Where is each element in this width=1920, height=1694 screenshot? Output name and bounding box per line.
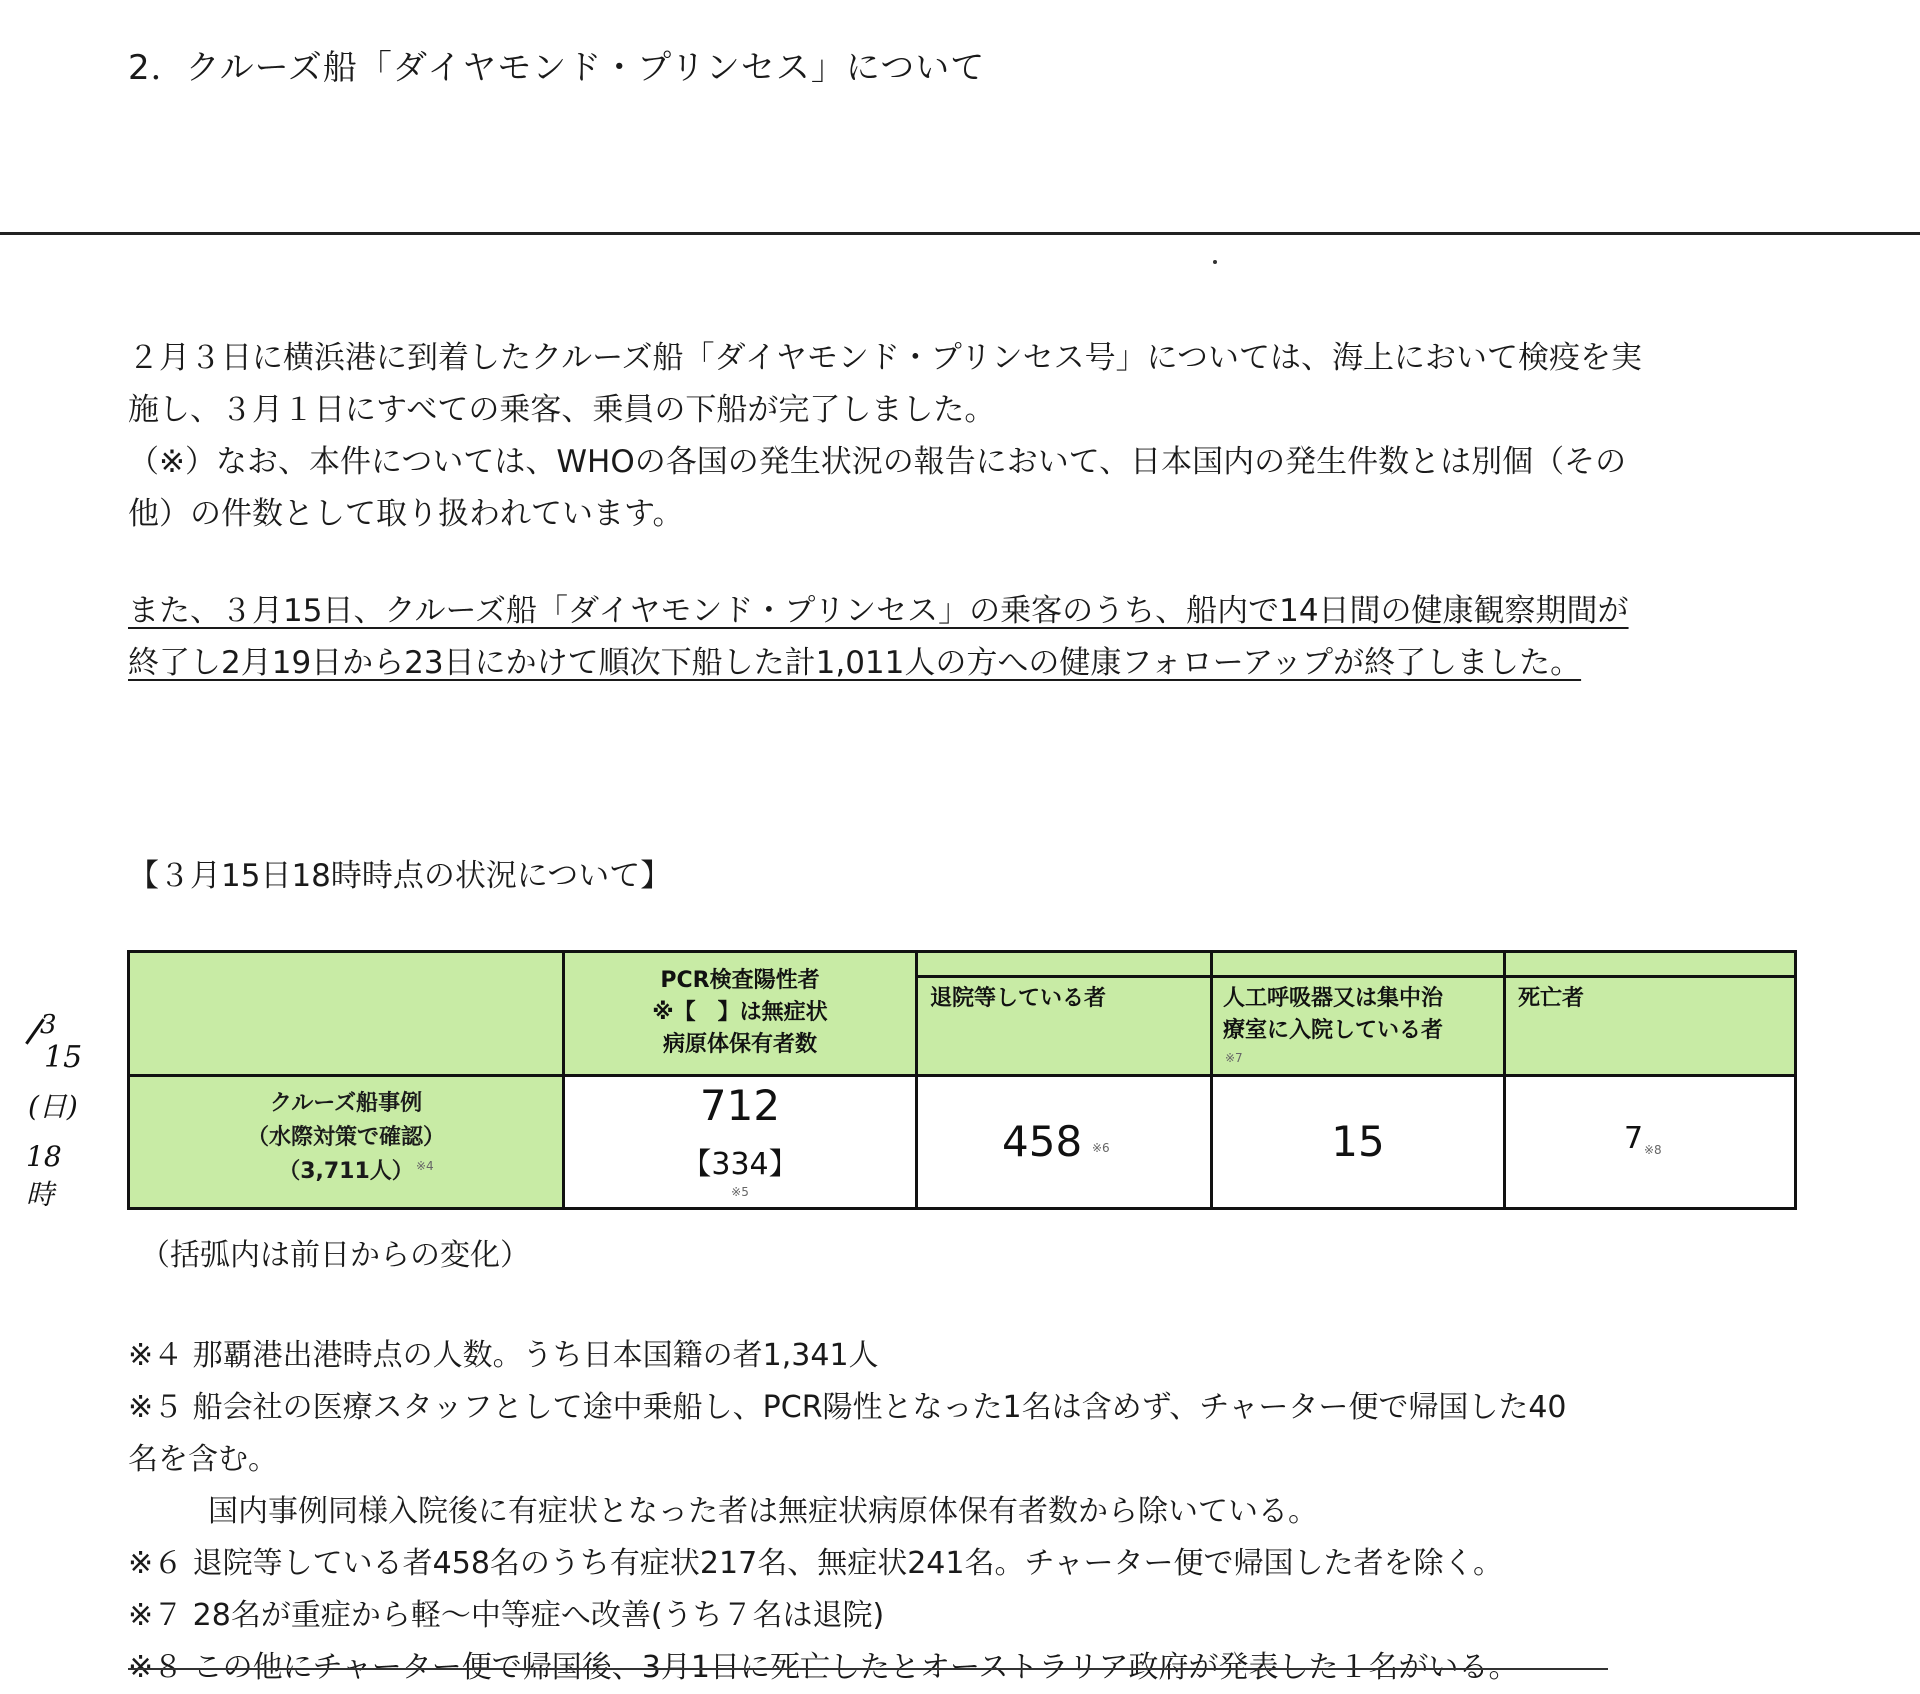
row-label-line-2: （水際対策で確認） [246,1125,445,1150]
header-icu-line-1: 人工呼吸器又は集中治 [1223,986,1444,1011]
header-discharged-cell [918,953,1213,1077]
footnotes [128,1330,1808,1694]
handwritten-date-numerator: 3 [40,1010,57,1040]
header-icu-footnote-ref: ※7 [1225,1051,1243,1065]
status-table [127,950,1797,1210]
followup-line-1: また、３月15日、クルーズ船「ダイヤモンド・プリンセス」の乗客のうち、船内で14日間の健康観察期間が [128,593,1629,629]
scan-speck [1213,260,1217,264]
deaths-value: 7 [1624,1121,1644,1156]
intro-line-3: （※）なお、本件については、WHOの各国の発生状況の報告において、日本国内の発生件数とは別個（その [128,444,1627,480]
row-label-line-1: クルーズ船事例 [269,1091,423,1116]
row-label-footnote-ref: ※4 [416,1159,434,1173]
row-label-line-3: （3,711人） [278,1159,414,1184]
footnote-5: ※５ 船会社の医療スタッフとして途中乗船し、PCR陽性となった1名は含めず、チャーター便で帰国した40 [128,1390,1567,1425]
header-inner-line [1213,975,1503,978]
footnote-5-continued: 名を含む。 [128,1442,278,1477]
intro-paragraph [128,332,1808,540]
intro-line-1: ２月３日に横浜港に到着したクルーズ船「ダイヤモンド・プリンセス号」については、海上において検疫を実 [128,340,1643,376]
handwritten-time: 18時 [26,1140,62,1211]
row-label-cell [130,1077,565,1207]
deaths-value-cell [1506,1077,1794,1207]
footnote-8: ※８ この他にチャーター便で帰国後、3月1日に死亡したとオーストラリア政府が発表した１名がいる。 [128,1650,1519,1685]
header-pcr-line-1: PCR検査陽性者 [660,968,820,993]
header-pcr-line-2: ※【 】は無症状 [652,1000,828,1025]
scan-divider-line [0,232,1920,235]
header-empty-cell [130,953,565,1077]
status-title: 【３月15日18時時点の状況について】 [128,858,672,894]
pcr-value-cell [565,1077,918,1207]
followup-line-2: 終了し2月19日から23日にかけて順次下船した計1,011人の方への健康フォローアップが終了しました。 [128,645,1582,681]
handwritten-date-denominator: 15 [44,1040,83,1075]
intro-line-2: 施し、３月１日にすべての乗客、乗員の下船が完了しました。 [128,392,996,428]
header-inner-line [1506,975,1794,978]
icu-value: 15 [1331,1117,1385,1166]
header-inner-line [918,975,1210,978]
scan-bottom-line [128,1668,1608,1670]
discharged-value-cell [918,1077,1213,1207]
pcr-positive-value: 712 [699,1081,781,1130]
followup-paragraph [128,585,1808,689]
section-heading: 2．クルーズ船「ダイヤモンド・プリンセス」について [128,48,986,88]
pcr-footnote-ref: ※5 [731,1185,749,1199]
discharged-footnote-ref: ※6 [1092,1141,1110,1155]
header-discharged-label: 退院等している者 [930,986,1107,1011]
header-pcr-cell [565,953,918,1077]
header-pcr-line-3: 病原体保有者数 [662,1032,817,1057]
header-icu-cell [1213,953,1506,1077]
footnote-7: ※７ 28名が重症から軽～中等症へ改善(うち７名は退院) [128,1598,885,1633]
footnote-4: ※４ 那覇港出港時点の人数。うち日本国籍の者1,341人 [128,1338,879,1373]
icu-value-cell [1213,1077,1506,1207]
footnote-6: ※６ 退院等している者458名のうち有症状217名、無症状241名。チャーター便で帰国した者を除く。 [128,1546,1503,1581]
header-deaths-label: 死亡者 [1518,986,1585,1011]
discharged-value: 458 [1002,1117,1083,1166]
asymptomatic-value: 【334】 [681,1147,799,1182]
header-deaths-cell [1506,953,1794,1077]
deaths-footnote-ref: ※8 [1644,1143,1662,1157]
handwritten-weekday: (日) [28,1090,78,1123]
intro-line-4: 他）の件数として取り扱われています。 [128,496,684,532]
header-icu-line-2: 療室に入院している者 [1223,1018,1444,1043]
change-note: （括弧内は前日からの変化） [140,1238,530,1273]
footnote-5-domestic: 国内事例同様入院後に有症状となった者は無症状病原体保有者数から除いている。 [208,1494,1318,1529]
